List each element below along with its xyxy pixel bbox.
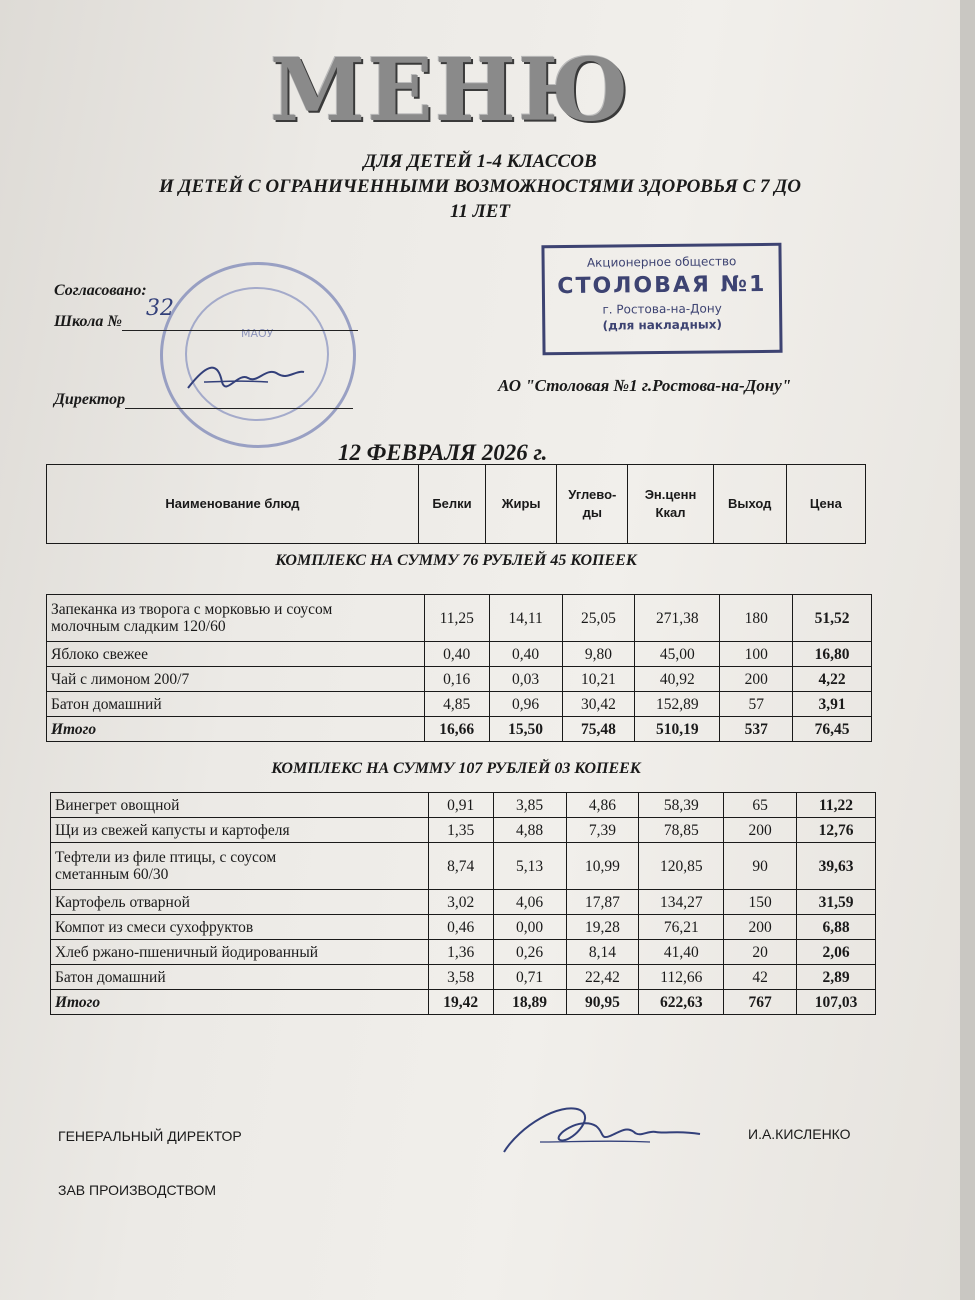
director-label: Директор	[54, 391, 126, 408]
dish-price: 31,59	[797, 890, 876, 915]
dish-carbs: 25,05	[562, 595, 635, 642]
dish-name: Чай с лимоном 200/7	[47, 667, 425, 692]
dish-fat: 0,40	[489, 642, 562, 667]
dish-energy: 58,39	[639, 793, 724, 818]
subtitle-line-3: 11 ЛЕТ	[449, 201, 510, 222]
dish-energy: 45,00	[635, 642, 720, 667]
dish-carbs: 4,86	[566, 793, 639, 818]
dish-price: 51,52	[793, 595, 872, 642]
total-energy: 510,19	[635, 717, 720, 742]
director-name: И.А.КИСЛЕНКО	[748, 1126, 851, 1142]
dish-fat: 0,26	[493, 940, 566, 965]
table-row	[51, 940, 876, 965]
dish-protein: 3,02	[428, 890, 493, 915]
dish-fat: 4,06	[493, 890, 566, 915]
total-row	[47, 717, 872, 742]
dish-name: Картофель отварной	[51, 890, 429, 915]
dish-name: Яблоко свежее	[47, 642, 425, 667]
col-protein: Белки	[418, 465, 485, 544]
dish-carbs: 17,87	[566, 890, 639, 915]
dish-energy: 112,66	[639, 965, 724, 990]
school-line	[54, 312, 358, 331]
table-row	[47, 692, 872, 717]
table-row	[51, 965, 876, 990]
total-price: 76,45	[793, 717, 872, 742]
dish-protein: 3,58	[428, 965, 493, 990]
table-row	[51, 890, 876, 915]
complex-1-title: КОМПЛЕКС НА СУММУ 76 РУБЛЕЙ 45 КОПЕЕК	[275, 552, 637, 569]
dish-carbs: 19,28	[566, 915, 639, 940]
dish-protein: 0,40	[424, 642, 489, 667]
dish-price: 16,80	[793, 642, 872, 667]
total-carbs: 90,95	[566, 990, 639, 1015]
dish-fat: 0,03	[489, 667, 562, 692]
dish-fat: 3,85	[493, 793, 566, 818]
dish-protein: 1,36	[428, 940, 493, 965]
table-row	[51, 818, 876, 843]
dish-fat: 4,88	[493, 818, 566, 843]
dish-yield: 57	[720, 692, 793, 717]
general-director-label: ГЕНЕРАЛЬНЫЙ ДИРЕКТОР	[58, 1128, 242, 1144]
dish-protein: 0,46	[428, 915, 493, 940]
dish-protein: 0,91	[428, 793, 493, 818]
school-label: Школа №	[54, 313, 122, 330]
director-signature	[178, 352, 308, 402]
dish-price: 2,06	[797, 940, 876, 965]
dish-name: Щи из свежей капусты и картофеля	[51, 818, 429, 843]
dish-energy: 78,85	[639, 818, 724, 843]
dish-carbs: 10,99	[566, 843, 639, 890]
dish-yield: 180	[720, 595, 793, 642]
dish-name: Батон домашний	[47, 692, 425, 717]
dish-price: 39,63	[797, 843, 876, 890]
general-director-signature	[500, 1096, 710, 1166]
total-fat: 15,50	[489, 717, 562, 742]
menu-date: 12 ФЕВРАЛЯ 2026 г.	[338, 440, 548, 465]
col-fat: Жиры	[486, 465, 557, 544]
dish-yield: 65	[724, 793, 797, 818]
dish-protein: 0,16	[424, 667, 489, 692]
col-yield: Выход	[713, 465, 786, 544]
dish-price: 12,76	[797, 818, 876, 843]
dish-carbs: 30,42	[562, 692, 635, 717]
canteen-stamp	[541, 243, 782, 356]
dish-protein: 8,74	[428, 843, 493, 890]
total-label: Итого	[51, 990, 429, 1015]
dish-price: 6,88	[797, 915, 876, 940]
total-yield: 537	[720, 717, 793, 742]
dish-energy: 152,89	[635, 692, 720, 717]
stamp-line-2: СТОЛОВАЯ №1	[557, 271, 767, 300]
total-label: Итого	[47, 717, 425, 742]
dish-carbs: 22,42	[566, 965, 639, 990]
dish-yield: 150	[724, 890, 797, 915]
total-carbs: 75,48	[562, 717, 635, 742]
dish-carbs: 9,80	[562, 642, 635, 667]
subtitle-line-2: И ДЕТЕЙ С ОГРАНИЧЕННЫМИ ВОЗМОЖНОСТЯМИ ЗДОРОВЬЯ С 7 ДО	[159, 176, 801, 197]
dish-name: Хлеб ржано-пшеничный йодированный	[51, 940, 429, 965]
dish-fat: 0,71	[493, 965, 566, 990]
dish-name: Винегрет овощной	[51, 793, 429, 818]
dish-yield: 200	[720, 667, 793, 692]
dish-yield: 200	[724, 915, 797, 940]
table-row	[51, 793, 876, 818]
stamp-line-4: (для накладных)	[602, 317, 722, 333]
dish-price: 4,22	[793, 667, 872, 692]
complex-2-title: КОМПЛЕКС НА СУММУ 107 РУБЛЕЙ 03 КОПЕЕК	[271, 760, 641, 777]
production-head-label: ЗАВ ПРОИЗВОДСТВОМ	[58, 1182, 217, 1198]
dish-price: 11,22	[797, 793, 876, 818]
dish-fat: 14,11	[489, 595, 562, 642]
dish-protein: 1,35	[428, 818, 493, 843]
col-carbs: Углево- ды	[557, 465, 628, 544]
complex-1-table	[46, 594, 872, 742]
dish-fat: 0,96	[489, 692, 562, 717]
dish-energy: 134,27	[639, 890, 724, 915]
dish-yield: 200	[724, 818, 797, 843]
total-price: 107,03	[797, 990, 876, 1015]
agreed-label: Согласовано:	[54, 282, 147, 299]
dish-carbs: 7,39	[566, 818, 639, 843]
table-row	[51, 843, 876, 890]
dish-yield: 100	[720, 642, 793, 667]
table-row	[47, 642, 872, 667]
col-name: Наименование блюд	[47, 465, 419, 544]
total-fat: 18,89	[493, 990, 566, 1015]
subtitle-line-1: ДЛЯ ДЕТЕЙ 1-4 КЛАССОВ	[363, 151, 597, 172]
dish-price: 2,89	[797, 965, 876, 990]
dish-energy: 40,92	[635, 667, 720, 692]
dish-name: Батон домашний	[51, 965, 429, 990]
dish-fat: 0,00	[493, 915, 566, 940]
dish-yield: 42	[724, 965, 797, 990]
dish-energy: 76,21	[639, 915, 724, 940]
col-energy: Эн.ценн Ккал	[628, 465, 713, 544]
dish-energy: 120,85	[639, 843, 724, 890]
total-protein: 19,42	[428, 990, 493, 1015]
dish-name: Тефтели из филе птицы, с соусом сметанным 60/30	[51, 843, 429, 890]
dish-protein: 4,85	[424, 692, 489, 717]
complex-2-table	[50, 792, 876, 1015]
stamp-line-3: г. Ростова-на-Дону	[602, 301, 722, 317]
total-yield: 767	[724, 990, 797, 1015]
dish-price: 3,91	[793, 692, 872, 717]
school-number-handwritten: 32	[146, 296, 174, 321]
dish-name: Компот из смеси сухофруктов	[51, 915, 429, 940]
dish-yield: 20	[724, 940, 797, 965]
total-row	[51, 990, 876, 1015]
dish-name: Запеканка из творога с морковью и соусом молочным сладким 120/60	[47, 595, 425, 642]
table-row	[47, 595, 872, 642]
dish-energy: 41,40	[639, 940, 724, 965]
seal-text: МАОУ	[241, 327, 274, 340]
dish-energy: 271,38	[635, 595, 720, 642]
company-name: АО "Столовая №1 г.Ростова-на-Дону"	[498, 376, 792, 395]
dish-carbs: 8,14	[566, 940, 639, 965]
dish-protein: 11,25	[424, 595, 489, 642]
table-row	[47, 667, 872, 692]
table-row	[51, 915, 876, 940]
dish-carbs: 10,21	[562, 667, 635, 692]
page-title: МЕНЮ	[270, 40, 631, 141]
dish-yield: 90	[724, 843, 797, 890]
total-energy: 622,63	[639, 990, 724, 1015]
stamp-line-1: Акционерное общество	[586, 254, 737, 270]
col-price: Цена	[786, 465, 865, 544]
dish-fat: 5,13	[493, 843, 566, 890]
menu-header-table	[46, 464, 866, 544]
total-protein: 16,66	[424, 717, 489, 742]
